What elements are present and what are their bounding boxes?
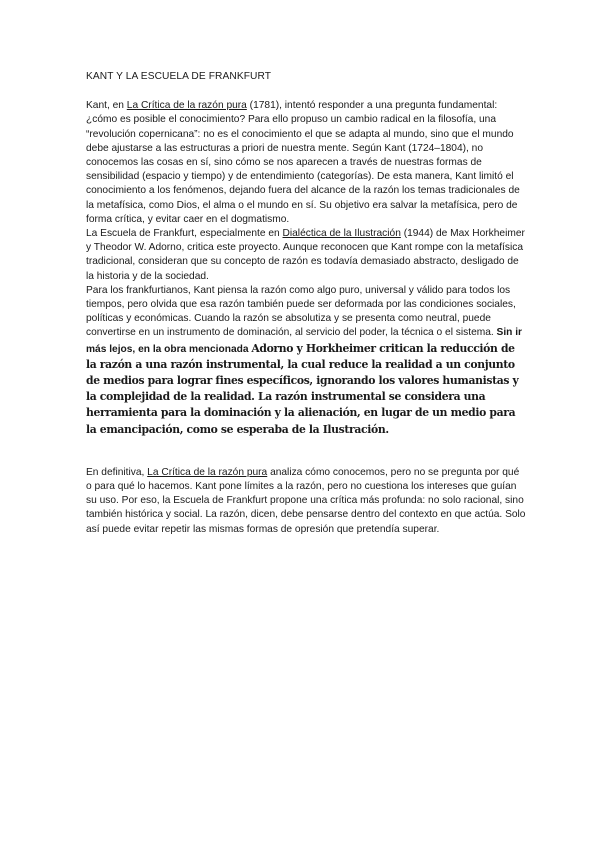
paragraph-text: La Escuela de Frankfurt, especialmente en <box>86 228 283 240</box>
book-title-link[interactable]: Dialéctica de la Ilustración <box>282 228 401 240</box>
paragraph-text: analiza cómo conocemos, pero no se pregunta por qué o para qué lo hacemos. Kant pone límites a la razón, pero no cuestiona los intereses que guían su uso. Por eso, la Escuela de Frankfurt propone una crítica más profunda: no solo racional, sino también histórica y social. La razón, dicen, debe pensarse dentro del contexto en que actúa. Solo así puede evitar repetir las mismas formas de opresión que pretendía superar. <box>86 466 526 535</box>
paragraph-text: Para los frankfurtianos, Kant piensa la razón como algo puro, universal y válido para todos los tiempos, pero olvida que esa razón también puede ser deformada por las condiciones sociales, políticas y económicas. Cuando la razón se absolutiza y se presenta como neutral, puede convertirse en un instrumento de dominación, al servicio del poder, la técnica o el sistema. <box>86 284 516 339</box>
paragraph-text: En definitiva, <box>86 466 148 478</box>
paragraph-text: Kant, en <box>86 100 127 112</box>
paragraph-kant <box>86 99 526 227</box>
bold-text: Sin ir más lejos, en la obra mencionada <box>86 327 523 355</box>
paragraph-text: (1781), intentó responder a una pregunta fundamental: ¿cómo es posible el conocimiento? Para ello propuso un cambio radical en la filosofía, una “revolución copernicana”: no es el conocimiento el que se adapta al mundo, sino que el mundo debe ajustarse a las estructuras a priori de nuestra mente. Según Kant (1724–1804), no conocemos las cosas en sí, sino cómo se nos aparecen a través de nuestras formas de sensibilidad (espacio y tiempo) y de entendimiento (categorías). De esta manera, Kant limitó el conocimiento a los fenómenos, dejando fuera del alcance de la razón los temas tradicionales de la metafísica, como Dios, el alma o el mundo en sí. Su objetivo era salvar la metafísica, pero de forma crítica, y evitar caer en el dogmatismo. <box>86 100 520 225</box>
paragraph-frankfurt <box>86 227 526 284</box>
document-body <box>86 70 526 537</box>
document-title: KANT Y LA ESCUELA DE FRANKFURT <box>86 71 272 82</box>
bold-serif-text: Adorno y Horkheimer critican la reducción de la razón a una razón instrumental, la cual reduce la realidad a un conjunto de medios para lograr fines específicos, ignorando los valores humanistas y la complejidad de la realidad. La razón instrumental se considera una herramienta para la dominación y la alienación, en lugar de un medio para la emancipación, como se esperaba de la Ilustración. <box>86 341 519 436</box>
paragraph-conclusion <box>86 466 526 537</box>
paragraph-spacer <box>86 438 526 466</box>
book-title-link[interactable]: La Crítica de la razón pura <box>126 100 247 112</box>
book-title-link[interactable]: La Crítica de la razón pura <box>147 466 268 478</box>
paragraph-frankfurtianos <box>86 284 526 438</box>
paragraph-text: (1944) de Max Horkheimer y Theodor W. Adorno, critica este proyecto. Aunque reconocen que Kant rompe con la metafísica tradicional, consideran que su concepto de razón es todavía demasiado abstracto, desligado de la historia y de la sociedad. <box>86 228 525 282</box>
